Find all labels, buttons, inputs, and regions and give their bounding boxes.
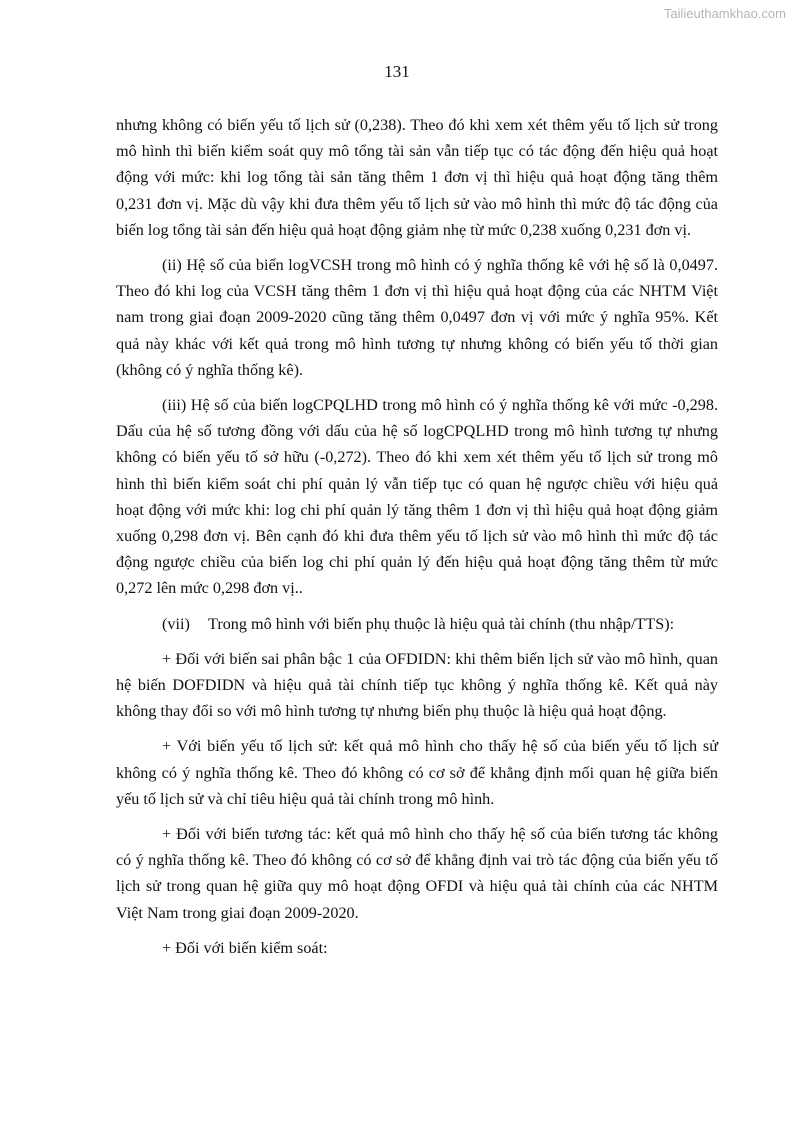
watermark: Tailieuthamkhao.com: [663, 6, 786, 21]
paragraph-ii: (ii) Hệ số của biến logVCSH trong mô hình có ý nghĩa thống kê với hệ số là 0,0497. Theo đó khi log của VCSH tăng thêm 1 đơn vị thì hiệu quả hoạt động của các NHTM Việt nam trong giai đoạn 2009-2020 cũng tăng thêm 0,0497 đơn vị với mức ý nghĩa 95%. Kết quả này khác với kết quả trong mô hình tương tự nhưng không có biến yếu tố thời gian (không có ý nghĩa thống kê).: [116, 256, 718, 379]
paragraph-dofdidn: + Đối với biến sai phân bậc 1 của OFDIDN: khi thêm biến lịch sử vào mô hình, quan hệ biến DOFDIDN và hiệu quả tài chính tiếp tục không ý nghĩa thống kê. Kết quả này không thay đổi so với mô hình tương tự nhưng biến phụ thuộc là hiệu quả hoạt động.: [116, 649, 718, 721]
paragraph-vii: [116, 611, 718, 637]
document-body: [116, 112, 718, 970]
page-number: 131: [384, 62, 410, 81]
paragraph-control-variable: + Đối với biến kiểm soát:: [162, 938, 328, 957]
paragraph-interaction-variable: + Đối với biến tương tác: kết quả mô hình cho thấy hệ số của biến tương tác không có ý nghĩa thống kê. Theo đó không có cơ sở để khẳng định vai trò tác động của biến yếu tố lịch sử trong quan hệ giữa quy mô hoạt động OFDI và hiệu quả tài chính của các NHTM Việt Nam trong giai đoạn 2009-2020.: [116, 825, 718, 922]
list-item-text: Trong mô hình với biến phụ thuộc là hiệu quả tài chính (thu nhập/TTS):: [208, 614, 675, 633]
list-item-label: (vii): [162, 614, 190, 633]
paragraph-1: nhưng không có biến yếu tố lịch sử (0,238). Theo đó khi xem xét thêm yếu tố lịch sử trong mô hình thì biến kiểm soát quy mô tổng tài sản vẫn tiếp tục có tác động đến hiệu quả hoạt động với mức: khi log tổng tài sản tăng thêm 1 đơn vị thì hiệu quả hoạt động tăng thêm 0,231 đơn vị. Mặc dù vậy khi đưa thêm yếu tố lịch sử vào mô hình thì mức độ tác động của biến log tổng tài sản đến hiệu quả hoạt động giảm nhẹ từ mức 0,238 xuống 0,231 đơn vị.: [116, 116, 718, 239]
paragraph-iii: (iii) Hệ số của biến logCPQLHD trong mô hình có ý nghĩa thống kê với mức -0,298. Dấu của hệ số tương đồng với dấu của hệ số logCPQLHD trong mô hình tương tự nhưng không có biến yếu tố sở hữu (-0,272). Theo đó khi xem xét thêm yếu tố lịch sử trong mô hình thì biến kiểm soát chi phí quản lý vẫn tiếp tục có quan hệ ngược chiều với hiệu quả hoạt động với mức khi: log chi phí quản lý tăng thêm 1 đơn vị thì hiệu quả hoạt động giảm xuống 0,298 đơn vị. Bên cạnh đó khi đưa thêm yếu tố lịch sử vào mô hình thì mức độ tác động ngược chiều của biến log chi phí quản lý đến hiệu quả hoạt động tăng thêm từ mức 0,272 lên mức 0,298 đơn vị..: [116, 396, 718, 598]
paragraph-history-variable: + Với biến yếu tố lịch sử: kết quả mô hình cho thấy hệ số của biến yếu tố lịch sử không có ý nghĩa thống kê. Theo đó không có cơ sở để khẳng định mối quan hệ giữa biến yếu tố lịch sử và chỉ tiêu hiệu quả tài chính trong mô hình.: [116, 737, 718, 808]
